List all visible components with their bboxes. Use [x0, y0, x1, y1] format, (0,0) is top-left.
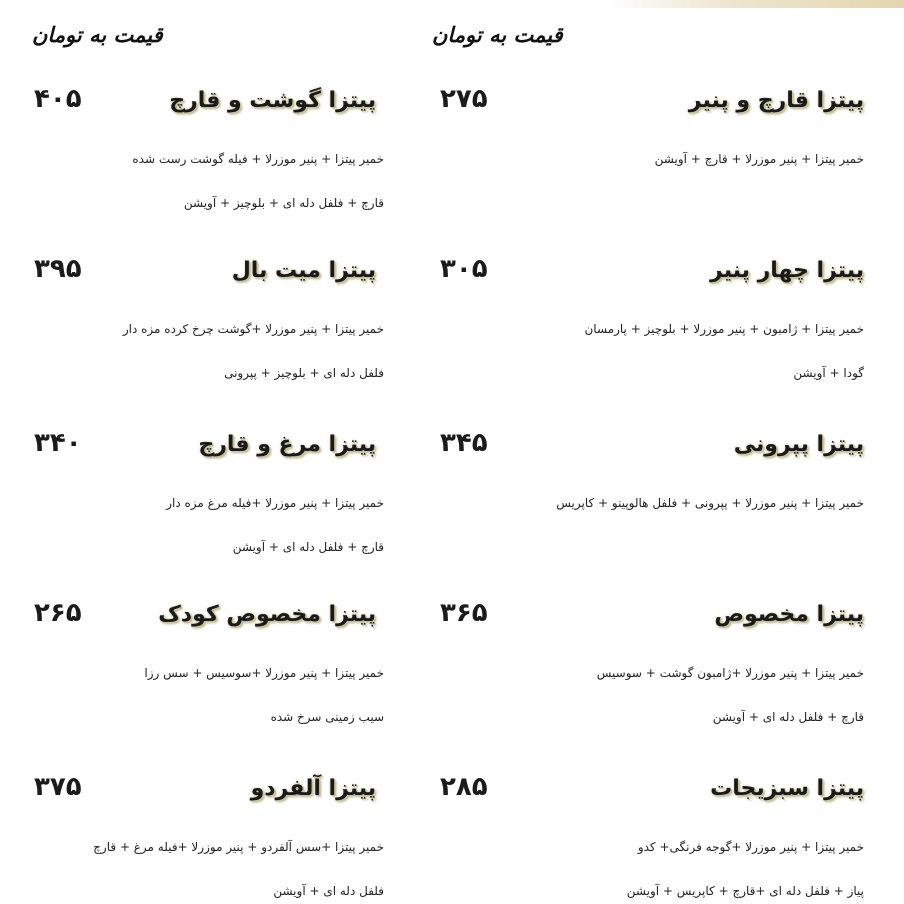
- item-ingredients: خمیر پیتزا + پنیر موزرلا +ژامبون گوشت + سوسیس: [596, 666, 864, 680]
- item-title: پیتزا مخصوص: [714, 602, 864, 627]
- item-title: پیتزا آلفردو: [250, 776, 376, 801]
- menu-item: [440, 598, 904, 774]
- menu-item: [0, 772, 452, 904]
- menu-item: [440, 772, 904, 904]
- item-price: ۳۶۵: [440, 598, 488, 628]
- item-ingredients: خمیر پیتزا + پنیر موزرلا +سوسیس + سس رزا: [144, 666, 384, 680]
- item-ingredients: خمیر پیتزا + پنیر موزرلا + قارچ + آویشن: [654, 152, 864, 166]
- menu-item: [440, 84, 904, 260]
- item-ingredients: خمیر پیتزا + پنیر موزرلا + فیله گوشت رست شده: [132, 152, 384, 166]
- item-price: ۳۴۵: [440, 428, 488, 458]
- item-ingredients: خمیر پیتزا + پنیر موزرلا + پپرونی + فلفل هالوپینو + کاپریس: [556, 496, 864, 510]
- menu-item: [0, 84, 452, 260]
- item-ingredients: فلفل دله ای + آویشن: [273, 884, 384, 898]
- price-header: قیمت به تومان: [32, 22, 163, 47]
- item-ingredients: فلفل دله ای + بلوچیز + پپرونی: [224, 366, 384, 380]
- item-ingredients: گودا + آویشن: [793, 366, 864, 380]
- item-price: ۲۷۵: [440, 84, 488, 114]
- item-ingredients: قارچ + فلفل دله ای + بلوچیز + آویشن: [183, 196, 384, 210]
- item-title: پیتزا پپرونی: [733, 432, 864, 457]
- item-title: پیتزا قارچ و پنیر: [688, 88, 864, 113]
- price-header: قیمت به تومان: [432, 22, 563, 47]
- item-price: ۳۴۰: [34, 428, 82, 458]
- item-price: ۳۷۵: [34, 772, 82, 802]
- item-ingredients: پیاز + فلفل دله ای +قارچ + کاپریس + آویشن: [626, 884, 864, 898]
- item-title: پیتزا مرغ و قارچ: [198, 432, 376, 457]
- item-price: ۳۹۵: [34, 254, 82, 284]
- menu-item: [440, 428, 904, 604]
- item-title: پیتزا مخصوص کودک: [158, 602, 376, 627]
- item-price: ۲۶۵: [34, 598, 82, 628]
- item-price: ۴۰۵: [34, 84, 82, 114]
- item-price: ۲۸۵: [440, 772, 488, 802]
- item-title: پیتزا سبزیجات: [710, 776, 864, 801]
- item-title: پیتزا میت بال: [231, 258, 376, 283]
- item-ingredients: خمیر پیتزا + ژامبون + پنیر موزرلا + بلوچیز + پارمسان: [584, 322, 864, 336]
- menu-column-right: [432, 0, 904, 904]
- item-ingredients: سیب زمینی سرخ شده: [270, 710, 384, 724]
- menu-item: [0, 254, 452, 430]
- item-title: پیتزا گوشت و قارچ: [169, 88, 376, 113]
- item-ingredients: خمیر پیتزا + پنیر موزرلا +فیله مرغ مزه دار: [166, 496, 384, 510]
- item-ingredients: قارچ + فلفل دله ای + آویشن: [712, 710, 864, 724]
- item-ingredients: قارچ + فلفل دله ای + آویشن: [232, 540, 384, 554]
- menu-item: [0, 428, 452, 604]
- menu-item: [440, 254, 904, 430]
- item-title: پیتزا چهار پنیر: [710, 258, 864, 283]
- item-ingredients: خمیر پیتزا + پنیر موزرلا +گوشت چرخ کرده مزه دار: [122, 322, 384, 336]
- item-ingredients: خمیر پیتزا + پنیر موزرلا +گوجه فرنگی+ کدو: [637, 840, 864, 854]
- menu-item: [0, 598, 452, 774]
- item-ingredients: خمیر پیتزا +سس آلفردو + پنیر موزرلا +فیله مرغ + قارچ: [93, 840, 384, 854]
- item-price: ۳۰۵: [440, 254, 488, 284]
